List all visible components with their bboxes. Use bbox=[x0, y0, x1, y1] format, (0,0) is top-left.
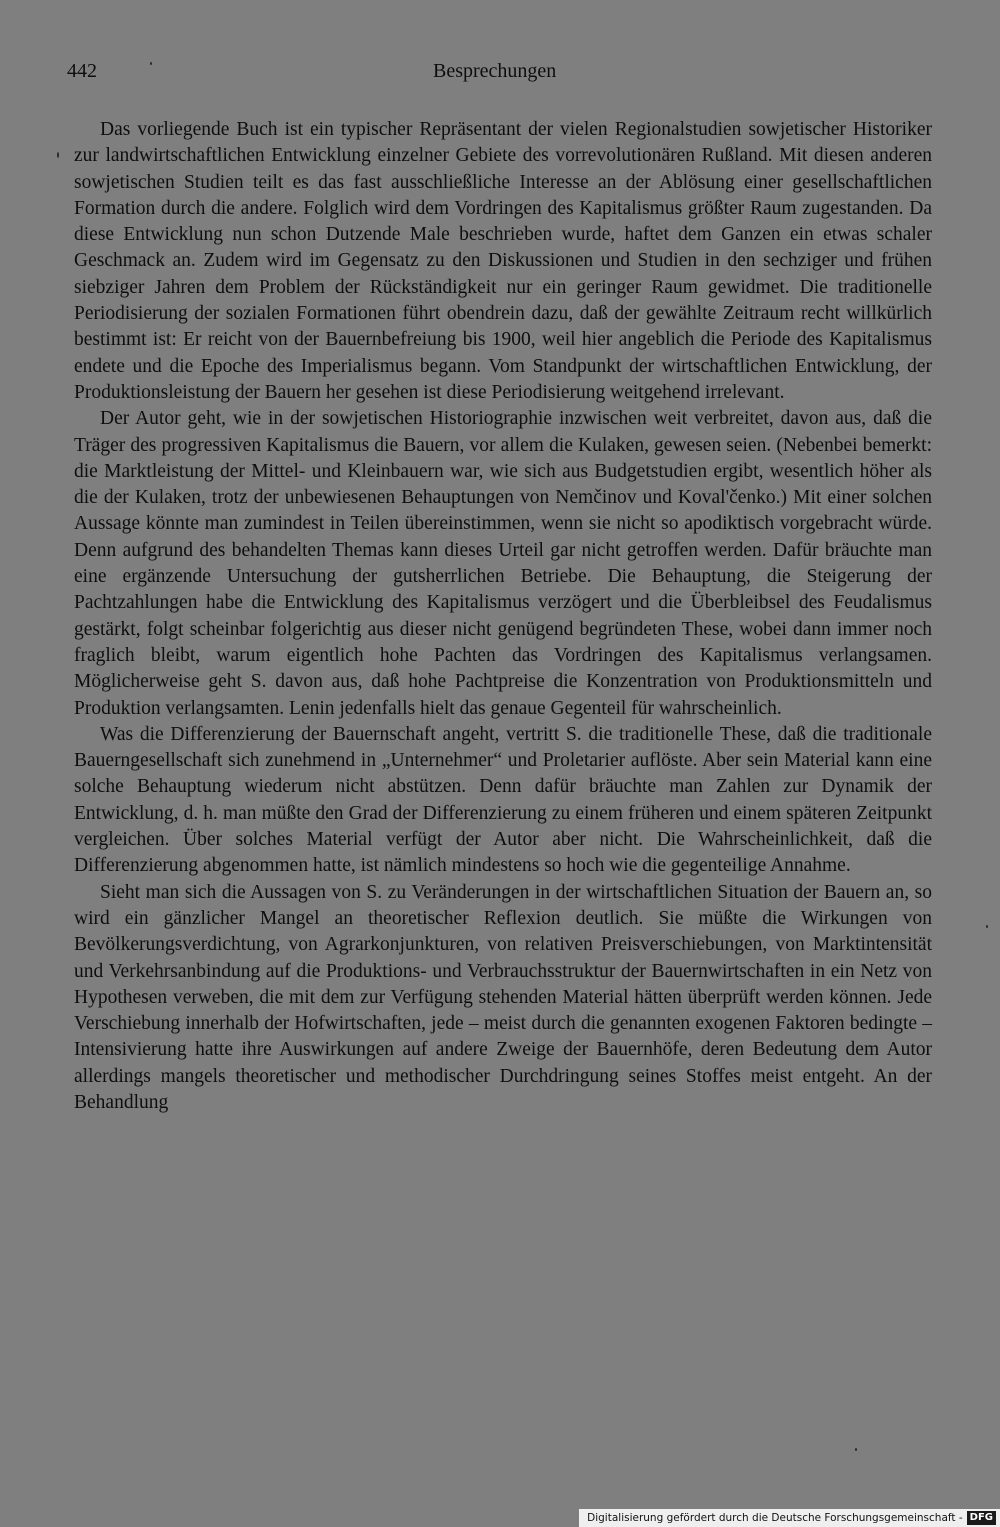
paragraph-2: Der Autor geht, wie in der sowjetischen Historiographie inzwischen weit verbreitet, davon aus, daß die Träger des progressiven Kapitalismus die Bauern, vor allem die Kulaken, gewesen seien. (Nebenbei bemerkt: die Marktleistung der Mittel- und Kleinbauern war, wie sich aus Budgetstudien ergibt, wesentlich höher als die der Kulaken, trotz der unbewiesenen Behauptungen von Nemčinov und Koval'čenko.) Mit einer solchen Aussage könnte man zumindest in Teilen übereinstimmen, wenn sie nicht so apodiktisch vorgebracht würde. Denn aufgrund des behandelten Themas kann dieses Urteil gar nicht getroffen werden. Dafür bräuchte man eine ergänzende Untersuchung der gutsherrlichen Betriebe. Die Behauptung, die Steigerung der Pachtzahlungen habe die Entwicklung des Kapitalismus verzögert und die Überbleibsel des Feudalismus gestärkt, folgt scheinbar folgerichtig aus dieser nicht genügend begründeten These, wobei dann immer noch fraglich bleibt, warum eigentlich hohe Pachten das Vordringen des Kapitalismus verlangsamen. Möglicherweise geht S. davon aus, daß hohe Pachtpreise die Konzentration von Produktionsmitteln und Produktion verlangsamten. Lenin jedenfalls hielt das genaue Gegenteil für wahrscheinlich. bbox=[74, 408, 932, 719]
dfg-logo: DFG bbox=[967, 1511, 996, 1525]
paragraph-4: Sieht man sich die Aussagen von S. zu Veränderungen in der wirtschaftlichen Situation der Bauern an, so wird ein gänzlicher Mangel an theoretischer Reflexion deutlich. Sie müßte die Wirkungen von Bevölkerungsverdichtung, von Agrarkonjunkturen, von relativen Preisverschiebungen, von Marktintensität und Verkehrsanbindung auf die Produktions- und Verbrauchsstruktur der Bauernwirtschaften in ein Netz von Hypothesen verweben, die mit dem zur Verfügung stehenden Material hätten überprüft werden können. Jede Verschiebung innerhalb der Hofwirtschaften, jede – meist durch die genannten exogenen Faktoren bedingte – Intensivierung hatte ihre Auswirkungen auf andere Zweige der Bauernhöfe, deren Bedeutung dem Autor allerdings mangels theoretischer und methodischer Durchdringung seines Stoffes meist entgeht. An der Behandlung bbox=[74, 881, 932, 1113]
digitization-credit-bar bbox=[579, 1509, 1000, 1527]
scan-speck bbox=[57, 152, 59, 158]
scan-speck bbox=[986, 925, 988, 928]
scan-speck bbox=[150, 62, 152, 65]
page-header bbox=[0, 0, 1000, 100]
digitization-credit: Digitalisierung gefördert durch die Deutsche Forschungsgemeinschaft - bbox=[587, 1512, 963, 1524]
body-text bbox=[74, 117, 932, 1116]
scan-speck bbox=[855, 1448, 857, 1451]
paragraph-3: Was die Differenzierung der Bauernschaft angeht, vertritt S. die traditionelle These, daß die traditionale Bauerngesellschaft sich zunehmend in „Unternehmer“ und Proletarier auflöste. Aber sein Material kann eine solche Behauptung wiederum nicht abstützen. Denn dafür bräuchte man Zahlen zur Dynamik der Entwicklung, d. h. man müßte den Grad der Differenzierung zu einem früheren und einem späteren Zeitpunkt vergleichen. Über solches Material verfügt der Autor aber nicht. Die Wahrscheinlichkeit, daß die Differenzierung abgenommen hatte, ist nämlich mindestens so hoch wie die gegenteilige Annahme. bbox=[74, 723, 932, 877]
paragraph-1: Das vorliegende Buch ist ein typischer Repräsentant der vielen Regionalstudien sowjetischer Historiker zur landwirtschaftlichen Entwicklung einzelner Gebiete des vorrevolutionären Rußland. Mit diesen anderen sowjetischen Studien teilt es das fast ausschließliche Interesse an der Ablösung einer gesellschaftlichen Formation durch die andere. Folglich wird dem Vordringen des Kapitalismus größter Raum zugestanden. Da diese Entwicklung nun schon Dutzende Male beschrieben wurde, haftet dem Ganzen ein etwas schaler Geschmack an. Zudem wird im Gegensatz zu den Diskussionen und Studien in den sechziger und frühen siebziger Jahren dem Problem der Rückständigkeit nur ein geringer Raum gewidmet. Die traditionelle Periodisierung der sozialen Formationen führt obendrein dazu, daß der gewählte Zeitraum recht willkürlich bestimmt ist: Er reicht von der Bauernbefreiung bis 1900, weil hier angeblich die Periode des Kapitalismus endete und die Epoche des Imperialismus begann. Vom Standpunkt der wirtschaftlichen Entwicklung, der Produktionsleistung der Bauern her gesehen ist diese Periodisierung weitgehend irrelevant. bbox=[74, 119, 932, 403]
page-number: 442 bbox=[67, 60, 97, 82]
running-head: Besprechungen bbox=[433, 60, 557, 82]
